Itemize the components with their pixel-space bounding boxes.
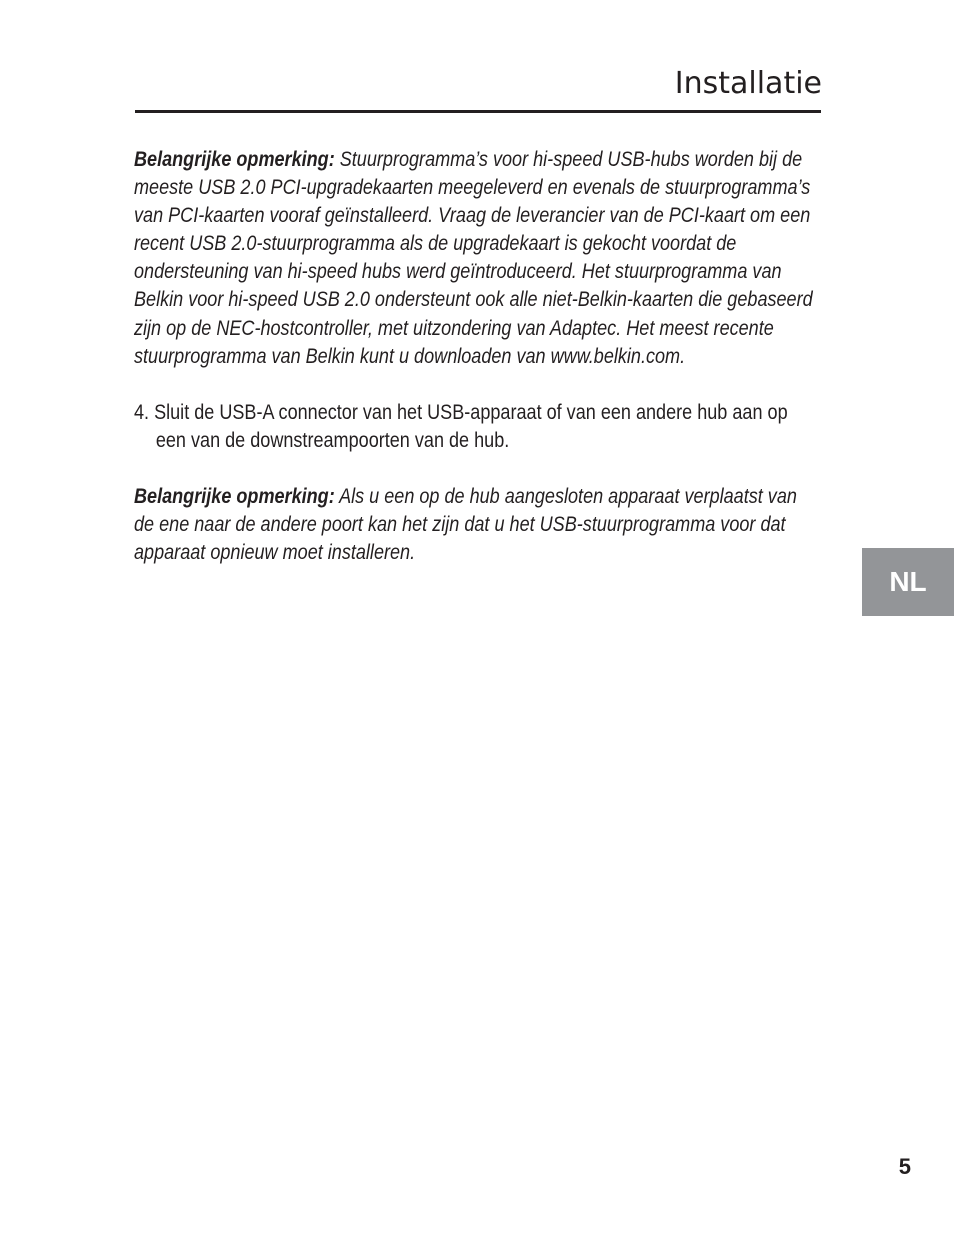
note-2-text: Als u een op de hub aangesloten apparaat verplaatst van de ene naar de andere poort kan het zijn dat u het USB-stuurprogramma voor dat apparaat opnieuw moet installeren.: [134, 483, 797, 565]
page-number: 5: [898, 1154, 911, 1179]
spacer: [134, 370, 814, 398]
note-2-label: Belangrijke opmerking:: [134, 483, 335, 508]
note-1-label: Belangrijke opmerking:: [134, 147, 335, 171]
language-tab: NL: [862, 548, 954, 616]
step-4: 4. Sluit de USB-A connector van het USB-apparaat of van een andere hub aan op een van de downstreampoorten van de hub.: [134, 399, 788, 452]
spacer: [134, 454, 814, 482]
important-note-1: [134, 145, 814, 370]
page-content: [134, 145, 814, 566]
important-note-2: [134, 482, 814, 566]
page-title: Installatie: [674, 66, 822, 101]
note-1-text: Stuurprogramma’s voor hi-speed USB-hubs worden bij de meeste USB 2.0 PCI-upgradekaarten meegeleverd en evenals de stuurprogramma’s van PCI-kaarten vooraf geïnstalleerd. Vraag de leverancier van de PCI-kaart om een recent USB 2.0-stuurprogramma als de upgradekaart is gekocht voordat de ondersteuning van hi-speed hubs werd geïntroduceerd. Het stuurprogramma van Belkin voor hi-speed USB 2.0 ondersteunt ook alle niet-Belkin-kaarten die gebaseerd zijn op de NEC-hostcontroller, met uitzondering van Adaptec. Het meest recente stuurprogramma van Belkin kunt u downloaden van www.belkin.com.: [134, 147, 813, 368]
header-rule: [135, 110, 821, 113]
